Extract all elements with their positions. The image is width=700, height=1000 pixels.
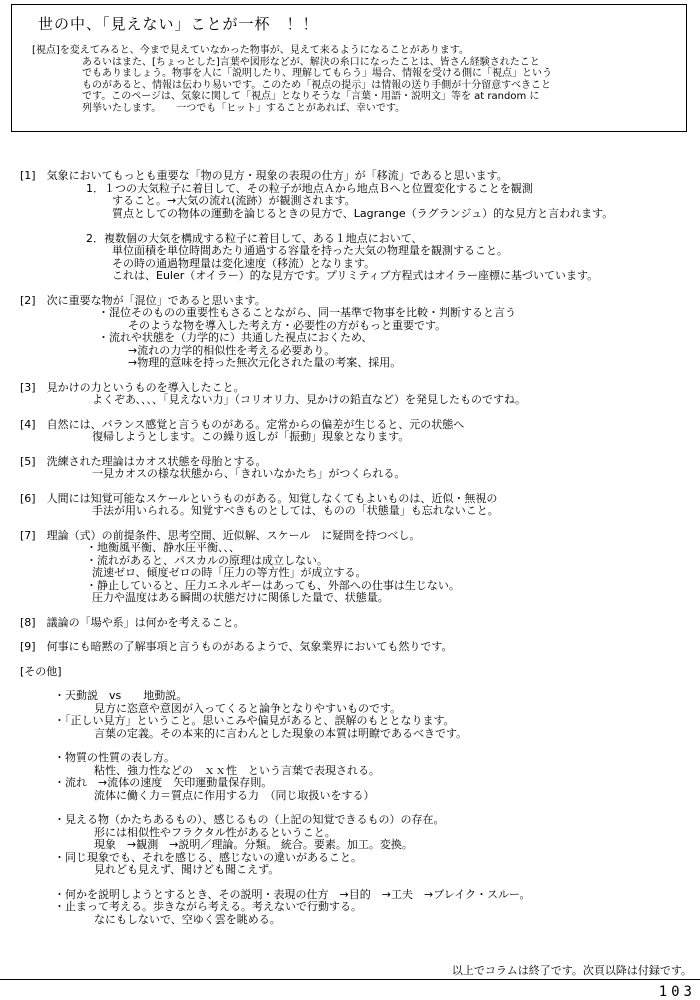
main-content (20, 170, 690, 926)
section-line: そのような物を導入した考え方・必要性の方がもっと重要です。 (128, 318, 447, 332)
other-line: ・止まって考える。歩きながら考える。考えないで行動する。 (54, 900, 362, 913)
intro-line: [視点]を変えてみると、今まで見えていなかった物事が、見えて来るようになることがあります。 (32, 45, 470, 56)
other-line: 流体に働く力＝質点に作用する力 （同じ取扱いをする） (94, 788, 375, 802)
section-line: 一見カオスの様な状態から、「きれいなかたち」がつくられる。 (92, 467, 406, 480)
section-line: 単位面積を単位時間あたり通過する容量を持った大気の物理量を観測すること。 (112, 244, 508, 257)
section-heading: [3] 見かけの力というものを導入したこと。 (20, 380, 245, 394)
section-line: ・混位そのものの重要性もさることながら、同一基準で物事を比較・判断すると言う (98, 306, 516, 319)
other-line: 言葉の定義。その本来的に言わんとした現象の本質は明瞭であるべきです。 (94, 726, 468, 740)
other-line: ・見える物（かたちあるもの）、感じるもの（上記の知覚できるもの）の存在。 (54, 813, 445, 826)
section-2 (20, 295, 690, 370)
other-heading: [その他] (20, 664, 62, 678)
section-line: ・地衡風平衡、静水圧平衡、、、 (86, 541, 240, 554)
section-line: これは、Euler（オイラー）的な見方です。プリミティブ方程式はオイラー座標に基づいています。 (112, 269, 599, 282)
other-line: 見方に恣意や意図が入ってくると論争となりやすいものです。 (94, 701, 402, 715)
section-line: よくぞあ、、、、「見えない力」（コリオリ力、見かけの鉛直など）を発見したものですね。 (92, 393, 526, 406)
other-line: なにもしないで、空ゆく雲を眺める。 (94, 912, 281, 926)
section-4 (20, 419, 690, 444)
other-line: ・「正しい見方」ということ。思いこみや偏見があると、誤解のもととなります。 (54, 714, 455, 727)
section-5 (20, 456, 690, 481)
section-line: ・流れがあると、パスカルの原理は成立しない。 (86, 553, 328, 567)
section-line: すること。→大気の流れ(流跡）が観測されます。 (112, 194, 356, 207)
section-heading: [5] 洗練された理論はカオス状態を母胎とする。 (20, 454, 267, 468)
section-line: 手法が用いられる。知覚すべきものとしては、ものの「状態量」も忘れないこと。 (92, 504, 499, 517)
other-line: ・物質の性質の表し方。 (54, 751, 175, 764)
section-line: 流速ゼロ、傾度ゼロの時「圧力の等方性」が成立する。 (92, 566, 367, 579)
section-heading: [9] 何事にも暗黙の了解事項と言うものがあるようで、気象業界においても然りです。 (20, 640, 453, 653)
other-line: ・流れ →流体の速度 矢印運動量保存則。 (54, 776, 273, 789)
intro-box (11, 4, 687, 132)
other-line: 現象 →観測 →説明／理論。分類。 統合。要素。加工。変換。 (94, 838, 413, 851)
other-line: 見れども見えず、聞けども聞こえず。 (94, 863, 280, 876)
section-heading: [1] 気象においてもっとも重要な「物の見方・現象の表現の仕方」が「移流」であると思います。 (20, 169, 508, 182)
intro-line: ものがあると、情報は伝わり易いです。このため「視点の提示」は情報の送り手側が十分留意すべきこと (82, 79, 551, 91)
section-line: 圧力や温度はある瞬間の状態だけに関係した量で、状態量。 (92, 591, 389, 604)
other-line: 形には相似性やフラクタル性があるということ。 (94, 825, 336, 839)
section-line: その時の通過物理量は変化速度（移流）となります。 (112, 256, 376, 270)
section-heading: [6] 人間には知覚可能なスケールというものがある。知覚しなくてもよいものは、近似・無視の (20, 491, 498, 505)
section-9 (20, 641, 690, 654)
section-heading: [7] 理論（式）の前提条件、思考空間、近似解、スケール に疑問を持つべし。 (20, 528, 421, 542)
footer-note: 以上でコラムは終了です。次頁以降は付録です。 (451, 964, 692, 977)
page-title: 世の中、「見えない」ことが一杯 ！！ (38, 15, 319, 33)
other-line: ・何かを説明しようとするとき、その説明・表現の仕方 →目的 →工夫 →ブレイク・スルー。 (54, 887, 531, 901)
section-7 (20, 530, 690, 605)
section-line: ・流れや状態を（力学的に）共通した視点におくため、 (98, 331, 373, 344)
section-line: 1．１つの大気粒子に着目して、その粒子が地点Ａから地点Ｂへと位置変化することを観測 (86, 181, 533, 195)
other-section (20, 666, 690, 927)
section-line: 質点としての物体の運動を論じるときの見方で、Lagrange（ラグランジュ）的な見方と言われます。 (112, 206, 614, 220)
intro-line: でもありましょう。物事を人に「説明したり、理解してもらう」場合、情報を受ける側に「視点」という (82, 68, 552, 79)
other-line: ・同じ現象でも、それを感じる、感じないの違いがあること。 (54, 850, 362, 864)
intro-line: 列挙いたします。 一つでも「ヒット」することがあれば、幸いです。 (82, 102, 406, 114)
section-heading: [2] 次に重要な物が「混位」であると思います。 (20, 293, 266, 307)
section-8 (20, 617, 690, 630)
intro-line: あるいはまた、[ちょっとした]言葉や図形などが、解決の糸口になったことは、皆さん経験されたこと (82, 56, 540, 68)
section-6 (20, 493, 690, 518)
other-line: 粘性、強力性などの ｘｘ性 という言葉で表現される。 (94, 763, 380, 777)
section-heading: [4] 自然には、バランス感覚と言うものがある。定常からの偏差が生じると、元の状態へ (20, 417, 465, 431)
section-line (20, 220, 690, 233)
section-line: ・静止していると、圧力エネルギーはあっても、外部への仕事は生じない。 (86, 578, 460, 592)
page-number: 103 (658, 984, 696, 1000)
other-line: ・天動説 vs 地動説。 (54, 689, 188, 702)
section-line: →物理的意味を持った無次元化された量の考案、採用。 (128, 356, 402, 369)
section-line: 復帰しようとします。この繰り返しが「振動」現象となります。 (92, 430, 410, 443)
footer-divider (0, 979, 700, 980)
section-line: 2．複数個の大気を構成する粒子に着目して、ある１地点において、 (86, 231, 423, 245)
intro-line: です。このページは、気象に関して「視点」となりそうな「言葉・用語・説明文」等を at random に (82, 91, 540, 102)
section-3 (20, 382, 690, 407)
intro-text (32, 45, 677, 114)
section-1 (20, 170, 690, 283)
section-heading: [8] 議論の「場や系」は何かを考えること。 (20, 615, 245, 629)
section-line: →流れの力学的相似性を考える必要あり。 (128, 343, 336, 357)
